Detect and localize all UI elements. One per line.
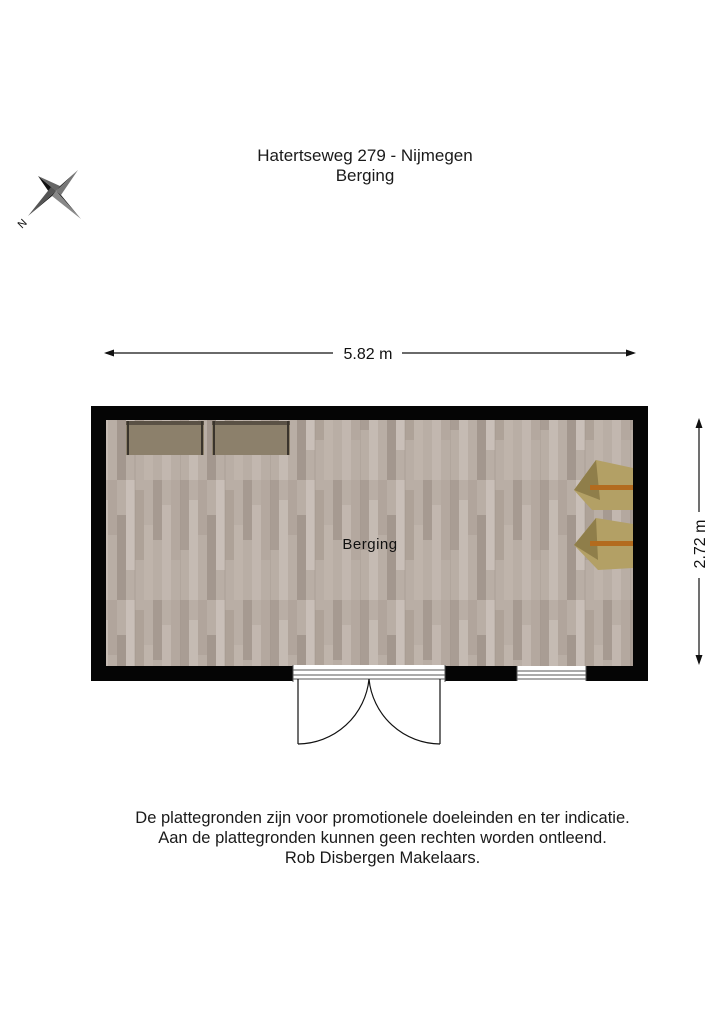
double-door-icon <box>298 679 440 744</box>
disclaimer-line-3: Rob Disbergen Makelaars. <box>284 849 481 867</box>
disclaimer <box>0 808 720 868</box>
north-letter: N <box>15 217 30 232</box>
room-label: Berging <box>342 536 398 553</box>
height-dimension-label: 2.72 m <box>692 519 709 569</box>
disclaimer-line-2: Aan de plattegronden kunnen geen rechten worden ontleend. <box>158 829 607 847</box>
disclaimer-line-1: De plattegronden zijn voor promotionele doeleinden en ter indicatie. <box>135 809 630 827</box>
height-dimension <box>692 418 709 665</box>
width-dimension <box>104 346 636 363</box>
width-dimension-label: 5.82 m <box>343 346 393 363</box>
shelf-right <box>212 421 290 455</box>
floor-name: Berging <box>335 166 395 185</box>
shelf-left <box>126 421 204 455</box>
address-title: Hatertseweg 279 - Nijmegen <box>257 146 473 165</box>
